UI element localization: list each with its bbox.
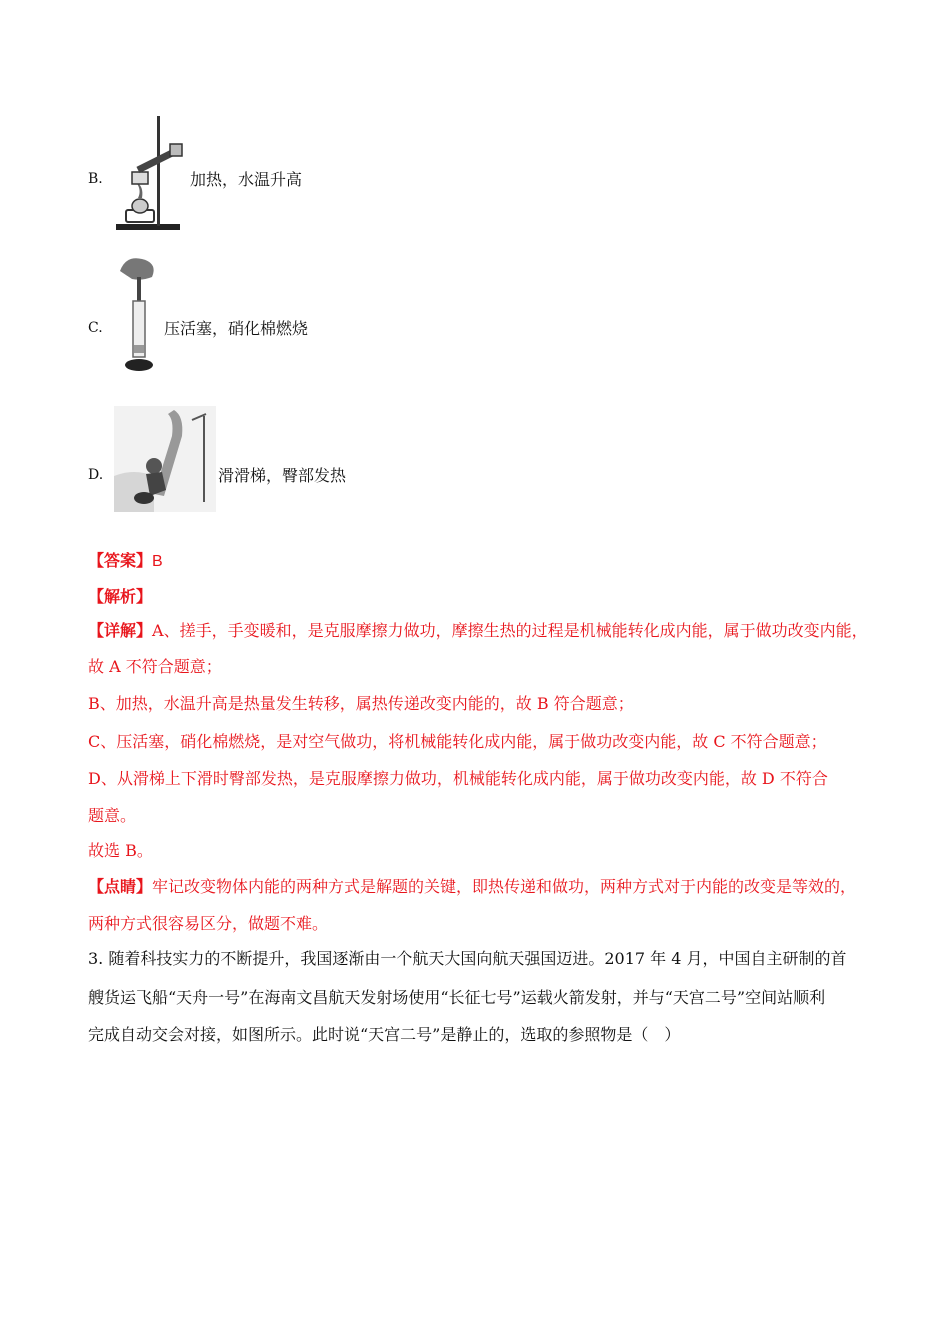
option-c-letter: C. xyxy=(88,320,103,336)
heating-water-apparatus-image xyxy=(108,112,188,238)
detail-line-6: 题意。 xyxy=(88,806,137,825)
detail-conclusion: 故选 B。 xyxy=(88,841,153,860)
detail-line-1 xyxy=(88,618,868,641)
detail-line-4: C、压活塞，硝化棉燃烧，是对空气做功，将机械能转化成内能，属于做功改变内能，故 C 不符合题意； xyxy=(88,732,827,751)
comment-text-1: 牢记改变物体内能的两种方式是解题的关键，即热传递和做功，两种方式对于内能的改变是等效的， xyxy=(152,877,857,896)
option-c-text: 压活塞，硝化棉燃烧 xyxy=(164,319,309,338)
option-d-text: 滑滑梯，臀部发热 xyxy=(218,466,347,485)
answer-line xyxy=(88,548,163,571)
question-3-line-3: 完成自动交会对接，如图所示。此时说“天宫二号”是静止的，选取的参照物是（ ） xyxy=(88,1025,681,1044)
option-d-letter: D. xyxy=(88,467,104,483)
piston-compression-apparatus-image xyxy=(112,253,162,375)
question-3-line-2: 艘货运飞船“天舟一号”在海南文昌航天发射场使用“长征七号”运载火箭发射，并与“天宫二号”空间站顺利 xyxy=(88,988,826,1007)
analysis-label: 【解析】 xyxy=(88,587,153,606)
detail-line-2: 故 A 不符合题意； xyxy=(88,657,222,676)
detail-line-5: D、从滑梯上下滑时臀部发热，是克服摩擦力做功，机械能转化成内能，属于做功改变内能，故 D 不符合 xyxy=(88,769,828,788)
answer-value: B xyxy=(152,553,163,570)
child-on-slide-image xyxy=(114,406,216,512)
question-3-line-1: 3. 随着科技实力的不断提升，我国逐渐由一个航天大国向航天强国迈进。2017 年 4 月，中国自主研制的首 xyxy=(88,949,847,968)
option-b-text: 加热，水温升高 xyxy=(190,170,303,189)
comment-line-2: 两种方式很容易区分，做题不难。 xyxy=(88,914,329,933)
detail-text-1: A、搓手，手变暖和，是克服摩擦力做功，摩擦生热的过程是机械能转化成内能，属于做功改变内能， xyxy=(152,621,868,640)
comment-label: 【点睛】 xyxy=(88,877,153,896)
analysis-heading xyxy=(88,584,152,607)
answer-label: 【答案】 xyxy=(88,551,153,570)
detail-label: 【详解】 xyxy=(88,621,153,640)
comment-line-1 xyxy=(88,874,856,897)
detail-line-3: B、加热，水温升高是热量发生转移，属热传递改变内能的，故 B 符合题意； xyxy=(88,694,634,713)
option-b-letter: B. xyxy=(88,171,103,187)
